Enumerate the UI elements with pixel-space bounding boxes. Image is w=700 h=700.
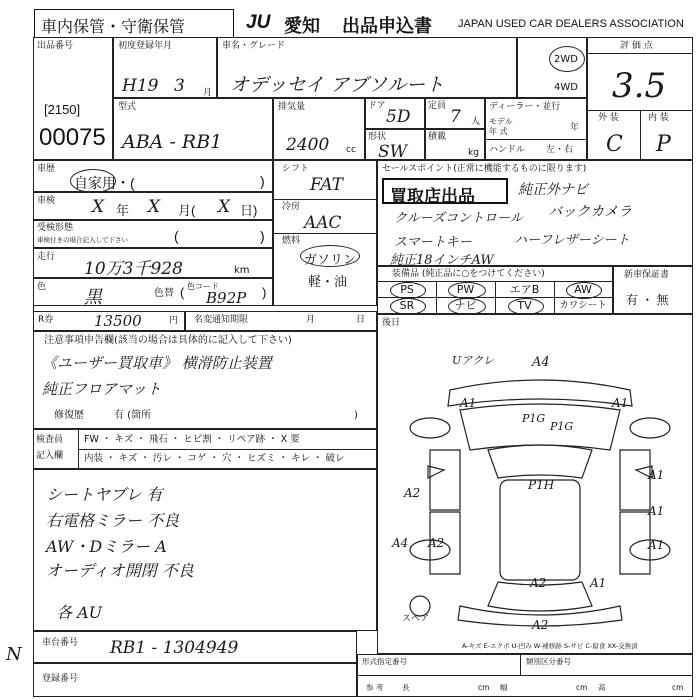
inspector-box [33,429,377,469]
drive-box [517,37,587,98]
color-code: B92P [206,289,247,307]
selling-points-box [377,160,693,266]
chassis-row [33,631,357,663]
recycle-label: R券 [38,315,54,325]
handle-label: ハンドル [489,145,526,155]
car-diagram [400,370,680,630]
shape-value: SW [378,142,408,162]
footer-class-label: 類別区分番号 [526,657,571,666]
diagram-mark-6: P1G [550,420,574,433]
car-name-box [217,37,517,98]
equipment-item-aw: AW [574,283,592,296]
displacement-box [273,98,365,160]
footer-length-label: 長 [402,683,410,692]
selling-point-1: 純正外ナビ [518,182,588,198]
model-year-label-2: 年 式 [489,127,508,136]
notes-label: 注意事項申告欄(該当の場合は具体的に記入して下さい) [44,335,292,346]
model-box [113,98,273,160]
repair-label: 修復歴 [54,410,84,421]
dealer-box [485,98,587,160]
warranty-label: 新車保証書 [624,270,670,280]
displacement-value: 2400 [286,135,330,155]
doors-box [365,98,425,129]
registration-no-label: 登録番号 [42,674,79,684]
diagram-mark-12: A2 [428,536,445,550]
equipment-circle-pw [448,282,486,299]
footer-height-label: 高 [598,683,606,692]
mileage-row [33,248,273,278]
drive-2wd: 2WD [554,54,578,65]
storage-label-box [34,9,234,38]
rating-box [587,37,693,160]
equipment-item-sr: SR [399,299,415,312]
inspection-row [33,192,273,220]
first-reg-month-unit: 月 [203,88,213,98]
handle-options: 左・右 [546,145,574,155]
diagram-mark-3: A1 [460,396,477,410]
ac-divider [274,233,376,234]
inspector-note-5: 各 AU [56,603,103,622]
chassis-label: 車台番号 [42,638,79,648]
inspection-year: X [92,197,105,217]
selling-point-3: バックカメラ [548,204,632,220]
rating-mid-line [640,110,641,160]
diagram-mark-4: A1 [612,396,629,410]
notes-line-1: 《ユーザー買取車》 横滑防止装置 [42,354,272,372]
history-label: 車歴 [37,164,56,174]
shape-label: 形状 [368,132,387,142]
rating-exterior: C [606,132,623,157]
history-close-paren: ) [260,173,265,189]
load-box [425,129,485,160]
model-year-unit: 年 [570,123,580,133]
fuel-1: ガソリン [304,252,357,267]
form-title: 出品申込書 [342,16,432,36]
inspector-note-2: 右電格ミラー 不良 [46,511,180,530]
equipment-circle-ps [390,282,426,299]
mileage-unit: km [234,265,250,276]
color-value: 黒 [84,287,102,308]
inspector-note-4: オーディオ開閉 不良 [46,561,194,580]
equipment-item-airbag: エアB [509,283,540,296]
recycle-unit: 円 [169,316,179,326]
equipment-circle-tv [508,298,544,315]
inspection-label: 車検 [37,196,56,206]
diagram-mark-9: A1 [648,468,665,482]
inspector-note-3: AW・Dミラー A [46,537,167,556]
inspector-label-1: 検査員 [36,435,64,445]
lot-bracket-number: [2150] [44,102,81,117]
color-label: 色 [37,282,47,292]
equipment-item-tv: TV [517,299,532,312]
footer-length-cm: cm [478,683,490,692]
doors-label: ドア [368,101,386,111]
shift-value: FAT [310,175,344,195]
name-change-box [185,311,377,331]
fuel-circle [300,245,360,267]
footer-spec-label: 形式指定番号 [362,657,407,666]
shift-divider [274,199,376,200]
dealer-divider [486,139,586,140]
english-name: JAPAN USED CAR DEALERS ASSOCIATION [458,18,684,30]
warranty-options: 有 ・ 無 [626,293,669,307]
rating-label: 評 価 点 [620,41,653,51]
reception-open-paren: ( [174,228,179,244]
color-row [33,278,273,306]
drive-2wd-circle [549,46,585,72]
ac-label: 冷房 [282,202,301,212]
diagram-mark-1: Uアクレ [452,354,494,367]
name-change-label: 名変通知期限 [194,315,249,325]
rating-exterior-label: 外 装 [598,113,619,123]
color-open-paren: ( [180,285,185,300]
margin-mark: N [6,644,22,665]
name-change-day: 日 [356,315,366,325]
lot-number: 00075 [39,124,106,151]
diagram-mark-10: A1 [648,504,665,518]
after-label: 後日 [382,318,401,328]
ac-value: AAC [304,213,342,233]
equipment-label: 装備品 (純正品に○をつけてください) [392,269,545,279]
spare-label: スペア [402,614,430,624]
inspection-day: X [218,197,231,217]
equipment-box [377,266,613,314]
warranty-box [613,266,693,314]
doors-value: 5D [386,107,411,127]
first-reg-era-year: H19 [122,76,159,96]
reception-label: 受検形態 [37,223,74,233]
inspection-month-unit: 月( [178,203,196,218]
fuel-label: 燃料 [282,236,301,246]
buyer-badge-box [382,178,508,204]
selling-point-2: クルーズコントロール [394,211,523,226]
load-label: 積載 [428,132,447,142]
first-reg-box [113,37,217,98]
equipment-item-ps: PS [400,283,414,296]
equipment-item-navi: ナビ [454,299,477,312]
footer-ref-label: 参 考 [366,683,384,692]
dealer-label: ディーラー・並行 [489,102,561,112]
color-code-label: 色コード [187,282,219,291]
equipment-item-seat: カワシート [559,300,607,311]
diagram-mark-5: P1G [522,412,546,425]
history-value: 自家用・( [74,175,135,191]
selling-point-5: ハーフレザーシート [514,233,630,248]
rating-score: 3.5 [612,66,667,106]
drive-4wd: 4WD [554,82,578,93]
lot-label: 出品番号 [37,41,74,51]
fuel-2: 軽・油 [308,274,348,289]
registration-no-row [33,663,357,697]
load-unit: kg [468,148,479,158]
footer-width-cm: cm [576,683,588,692]
notes-box [33,331,377,429]
diagram-mark-11: A4 [392,536,409,550]
chassis-value: RB1 - 1304949 [110,638,239,658]
selling-points-label: セールスポイント(正常に機能するものに限ります) [382,164,587,174]
reception-sublabel: 車検付きの場合記入して下さい [37,236,128,244]
recycle-box [33,311,185,331]
diagram-mark-8: A2 [404,486,421,500]
mileage-label: 走行 [37,252,56,262]
inspector-label-2: 記入欄 [36,451,64,461]
diagram-mark-2: A4 [532,355,550,370]
inspection-year-unit: 年 [116,203,130,218]
displacement-label: 排気量 [278,102,306,112]
inspection-day-unit: 日) [240,203,258,218]
rating-divider [588,53,692,54]
shape-box [365,129,425,160]
lot-box [33,37,113,160]
storage-label: 車内保管・守衛保管 [41,19,186,36]
footer-mid-line [520,655,521,675]
inspector-row-divider [78,449,376,450]
selling-point-4: スマートキー [394,235,472,250]
inspector-row-1: FW ・ キズ ・ 飛石 ・ ヒビ割 ・ リペア跡 ・ X 要 [84,434,300,445]
model-value: ABA - RB1 [122,131,223,153]
inspector-note-1: シートヤブレ 有 [46,485,163,504]
transmission-column [273,160,377,306]
equipment-circle-sr [390,298,426,315]
assoc-name: 愛知 [284,16,320,36]
recycle-value: 13500 [94,312,142,330]
ju-logo [246,12,286,34]
model-year-label-1: モデル [489,117,513,126]
mileage-value: 10万3千928 [84,259,183,279]
model-label: 型式 [118,102,137,112]
diagram-mark-7: P1H [528,478,555,492]
footer-width-label: 幅 [500,683,508,692]
repair-value: 有 (箇所 [114,410,152,421]
capacity-label: 定員 [428,101,447,111]
reception-row [33,220,273,248]
history-row [33,160,273,192]
diagram-mark-13: A1 [648,538,665,552]
repair-close: ) [354,410,358,421]
footer-box [357,654,693,697]
first-reg-label: 初度登録年月 [118,41,173,51]
selling-point-6: 純正18インチAW [390,253,494,268]
footer-height-cm: cm [672,683,684,692]
diagram-mark-14: A2 [530,576,547,590]
displacement-unit: cc [346,145,356,155]
name-change-month: 月 [306,315,316,325]
car-name-label: 車名・グレード [222,41,286,51]
diagram-mark-15: A2 [532,618,549,632]
footer-divider [358,675,692,676]
rating-interior-label: 内 装 [648,113,669,123]
first-reg-month: 3 [174,76,185,96]
buyer-badge: 買取店出品 [390,187,475,206]
inspector-row-2: 内装 ・ キズ ・ 汚レ ・ コゲ ・ 穴 ・ ヒズミ ・ キレ ・ 破レ [84,453,345,464]
diagram-mark-16: A1 [590,576,607,590]
notes-line-2: 純正フロアマット [42,380,162,398]
equipment-circle-aw [566,282,602,299]
car-name: オデッセイ アブソルート [230,74,445,96]
shift-label: シフト [282,164,310,174]
color-change-label: 色替 [154,288,174,299]
equipment-item-pw: PW [456,283,475,296]
capacity-value: 7 [450,107,461,127]
equipment-circle-navi [448,298,486,315]
color-close-paren: ) [262,285,267,300]
capacity-box [425,98,485,129]
ju-logo-text: JU [246,12,271,33]
reception-close-paren: ) [260,228,265,244]
capacity-unit: 人 [471,117,481,127]
diagram-legend: A-キズ E-エクボ U-凹み W-補修跡 S-サビ C-腐食 XX-交換済 [462,642,638,650]
rating-interior: P [656,132,671,157]
history-circle [70,169,116,193]
inspection-month: X [148,197,161,217]
